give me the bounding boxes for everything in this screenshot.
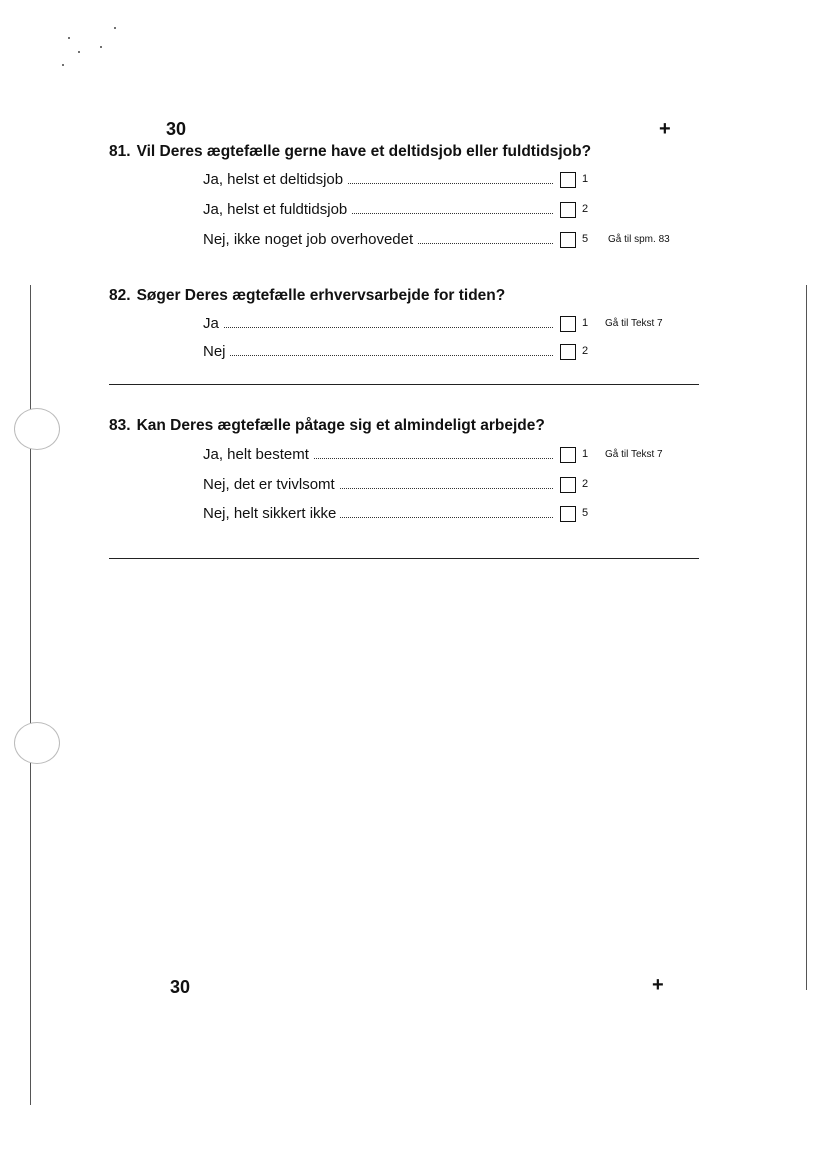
skip-instruction: Gå til spm. 83 xyxy=(608,234,670,245)
option-label: Ja, helt bestemt xyxy=(203,446,313,463)
page-number-bottom: 30 xyxy=(170,977,191,997)
question-82-title xyxy=(109,287,699,305)
section-divider xyxy=(109,558,699,559)
scan-speck xyxy=(114,27,116,29)
dot-leader xyxy=(203,327,553,328)
question-81-title xyxy=(109,143,699,161)
question-82 xyxy=(109,287,699,360)
answer-code: 5 xyxy=(582,507,589,519)
option-row xyxy=(203,315,699,335)
skip-instruction: Gå til Tekst 7 xyxy=(605,449,663,460)
option-row xyxy=(203,343,699,363)
question-83-title xyxy=(109,417,699,435)
answer-checkbox[interactable] xyxy=(560,202,576,218)
answer-code: 2 xyxy=(582,203,589,215)
option-label: Ja, helst et fuldtidsjob xyxy=(203,201,351,218)
question-text: Kan Deres ægtefælle påtage sig et almindeligt arbejde? xyxy=(136,417,545,434)
scan-speck xyxy=(100,46,102,48)
option-row xyxy=(203,505,699,525)
answer-checkbox[interactable] xyxy=(560,447,576,463)
option-row xyxy=(203,171,699,191)
question-number: 81. xyxy=(109,143,131,160)
question-text: Søger Deres ægtefælle erhvervsarbejde for tiden? xyxy=(136,287,506,304)
answer-code: 1 xyxy=(582,317,589,329)
scan-speck xyxy=(78,51,80,53)
answer-checkbox[interactable] xyxy=(560,172,576,188)
plus-mark-top: + xyxy=(659,118,671,140)
question-number: 82. xyxy=(109,287,131,304)
question-83 xyxy=(109,417,699,522)
right-margin-line xyxy=(806,285,807,990)
option-label: Ja xyxy=(203,315,223,332)
dot-leader xyxy=(203,355,553,356)
skip-instruction: Gå til Tekst 7 xyxy=(605,318,663,329)
option-row xyxy=(203,201,699,221)
answer-checkbox[interactable] xyxy=(560,477,576,493)
answer-code: 1 xyxy=(582,448,589,460)
page-number-top: 30 xyxy=(166,119,187,139)
scan-speck xyxy=(68,37,70,39)
option-label: Nej, ikke noget job overhovedet xyxy=(203,231,417,248)
question-81 xyxy=(109,143,699,248)
option-row xyxy=(203,446,699,466)
section-divider xyxy=(109,384,699,385)
scan-speck xyxy=(62,64,64,66)
answer-checkbox[interactable] xyxy=(560,316,576,332)
plus-mark-bottom: + xyxy=(652,974,664,996)
option-label: Nej xyxy=(203,343,230,360)
question-number: 83. xyxy=(109,417,131,434)
answer-checkbox[interactable] xyxy=(560,232,576,248)
option-row xyxy=(203,476,699,496)
option-label: Nej, helt sikkert ikke xyxy=(203,505,340,522)
answer-checkbox[interactable] xyxy=(560,344,576,360)
answer-code: 2 xyxy=(582,478,589,490)
question-text: Vil Deres ægtefælle gerne have et deltidsjob eller fuldtidsjob? xyxy=(136,143,592,160)
option-row xyxy=(203,231,699,251)
option-label: Ja, helst et deltidsjob xyxy=(203,171,347,188)
option-label: Nej, det er tvivlsomt xyxy=(203,476,339,493)
punch-hole-top xyxy=(14,408,60,450)
punch-hole-bottom xyxy=(14,722,60,764)
answer-code: 2 xyxy=(582,345,589,357)
answer-code: 5 xyxy=(582,233,589,245)
answer-checkbox[interactable] xyxy=(560,506,576,522)
answer-code: 1 xyxy=(582,173,589,185)
